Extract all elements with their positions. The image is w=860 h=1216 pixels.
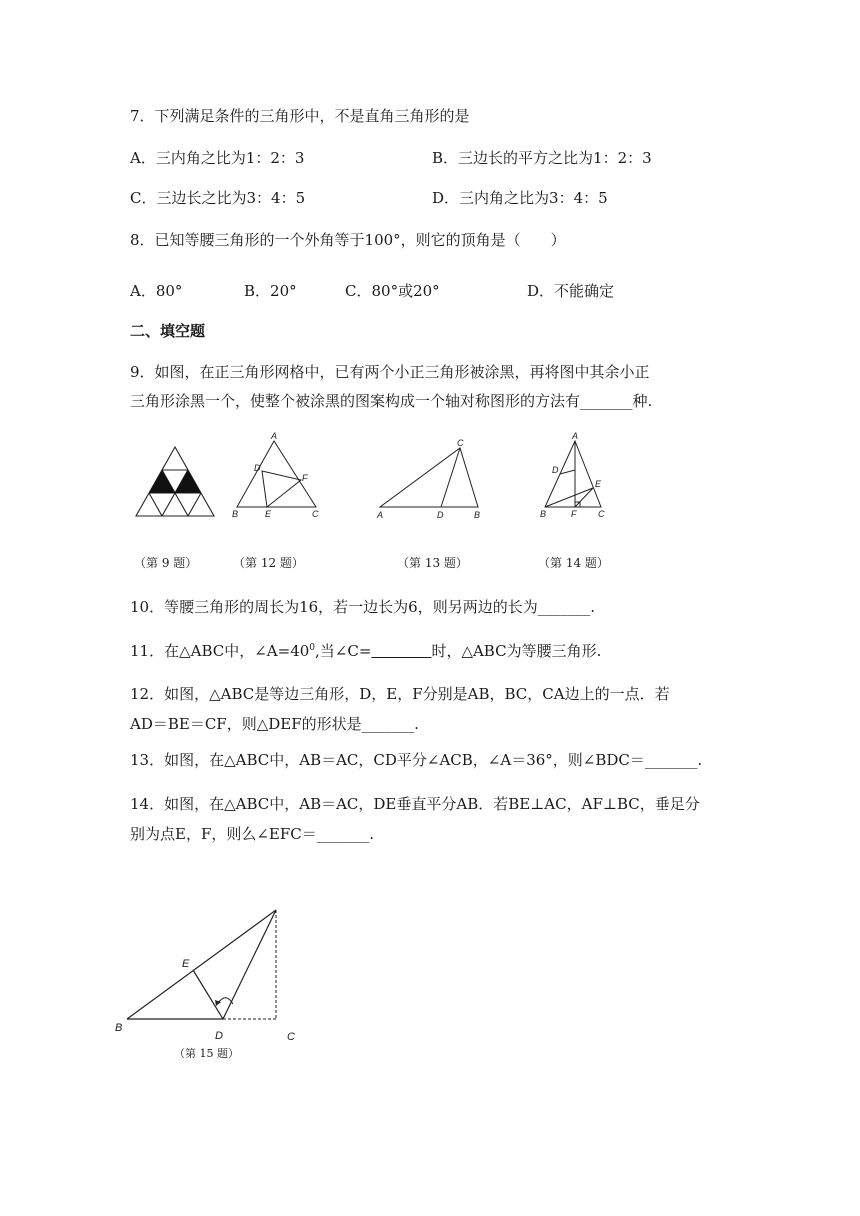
fig15-label-d: D (215, 1030, 223, 1042)
q11-pre: 11．在△ABC中，∠A=40 (130, 642, 310, 660)
q7-option-a: A．三内角之比为1：2：3 (130, 149, 305, 167)
q7-option-d: D．三内角之比为3：4：5 (432, 189, 608, 207)
q9-line2: 三角形涂黑一个，使整个被涂黑的图案构成一个轴对称图形的方法有_______种. (130, 392, 653, 410)
fig12-label-d: D (254, 463, 261, 473)
fig14-caption: （第 14 题） (538, 556, 609, 570)
q8-stem: 8．已知等腰三角形的一个外角等于100°，则它的顶角是（ ） (130, 231, 566, 249)
q11-mid: ,当∠C= (315, 642, 372, 660)
q12-line1: 12．如图，△ABC是等边三角形，D，E，F分别是AB，BC，CA边上的一点．若 (130, 685, 670, 703)
section-title-fill-in: 二、填空题 (130, 322, 206, 340)
fig15-caption: （第 15 题） (174, 1047, 239, 1060)
fig13-label-d: D (437, 510, 444, 520)
fig15-label-e: E (182, 958, 190, 970)
q7-option-c: C．三边长之比为3：4：5 (130, 189, 306, 207)
fig13-label-c: C (457, 438, 464, 448)
fig12-label-c: C (312, 509, 319, 519)
fig14-label-d: D (552, 465, 559, 475)
q8-option-c: C．80°或20° (345, 282, 440, 300)
q12-line2: AD＝BE＝CF，则△DEF的形状是_______. (130, 715, 419, 733)
q8-option-a: A．80° (130, 282, 183, 300)
fig12-label-f: F (302, 473, 308, 483)
q13-text: 13．如图，在△ABC中，AB＝AC，CD平分∠ACB，∠A＝36°，则∠BDC＝_______. (130, 751, 703, 769)
q11-post: 时，△ABC为等腰三角形. (431, 642, 602, 660)
fig12-label-a: A (271, 431, 278, 441)
fig14-label-c: C (598, 509, 605, 519)
fig14-label-a: A (572, 431, 579, 441)
q10-text: 10．等腰三角形的周长为16，若一边长为6，则另两边的长为_______. (130, 598, 595, 616)
q8-option-b: B．20° (244, 282, 297, 300)
fig12-label-b: B (232, 509, 239, 519)
q7-stem: 7．下列满足条件的三角形中，不是直角三角形的是 (130, 107, 470, 125)
fig12-caption: （第 12 题） (233, 556, 304, 570)
fig13-caption: （第 13 题） (397, 556, 468, 570)
q8-option-d: D．不能确定 (527, 282, 615, 300)
q9-line1: 9．如图，在正三角形网格中，已有两个小正三角形被涂黑，再将图中其余小正 (130, 363, 650, 381)
q14-line1: 14．如图，在△ABC中，AB＝AC，DE垂直平分AB．若BE⊥AC，AF⊥BC，垂足分 (130, 795, 700, 813)
fig13-label-a: A (377, 510, 384, 520)
q11-degree-sup: 0 (309, 643, 316, 653)
fig12-label-e: E (265, 509, 272, 519)
fig14-label-f: F (571, 509, 577, 519)
q7-option-b: B．三边长的平方之比为1：2：3 (432, 149, 652, 167)
q14-line2: 别为点E，F，则么∠EFC＝_______. (130, 825, 375, 843)
fig14-label-e: E (595, 479, 602, 489)
fig15-label-b: B (115, 1022, 123, 1034)
fig15-label-c: C (287, 1031, 295, 1043)
fig14-label-b: B (540, 509, 547, 519)
fig13-label-b: B (474, 510, 481, 520)
fig9-caption: （第 9 题） (134, 556, 198, 570)
